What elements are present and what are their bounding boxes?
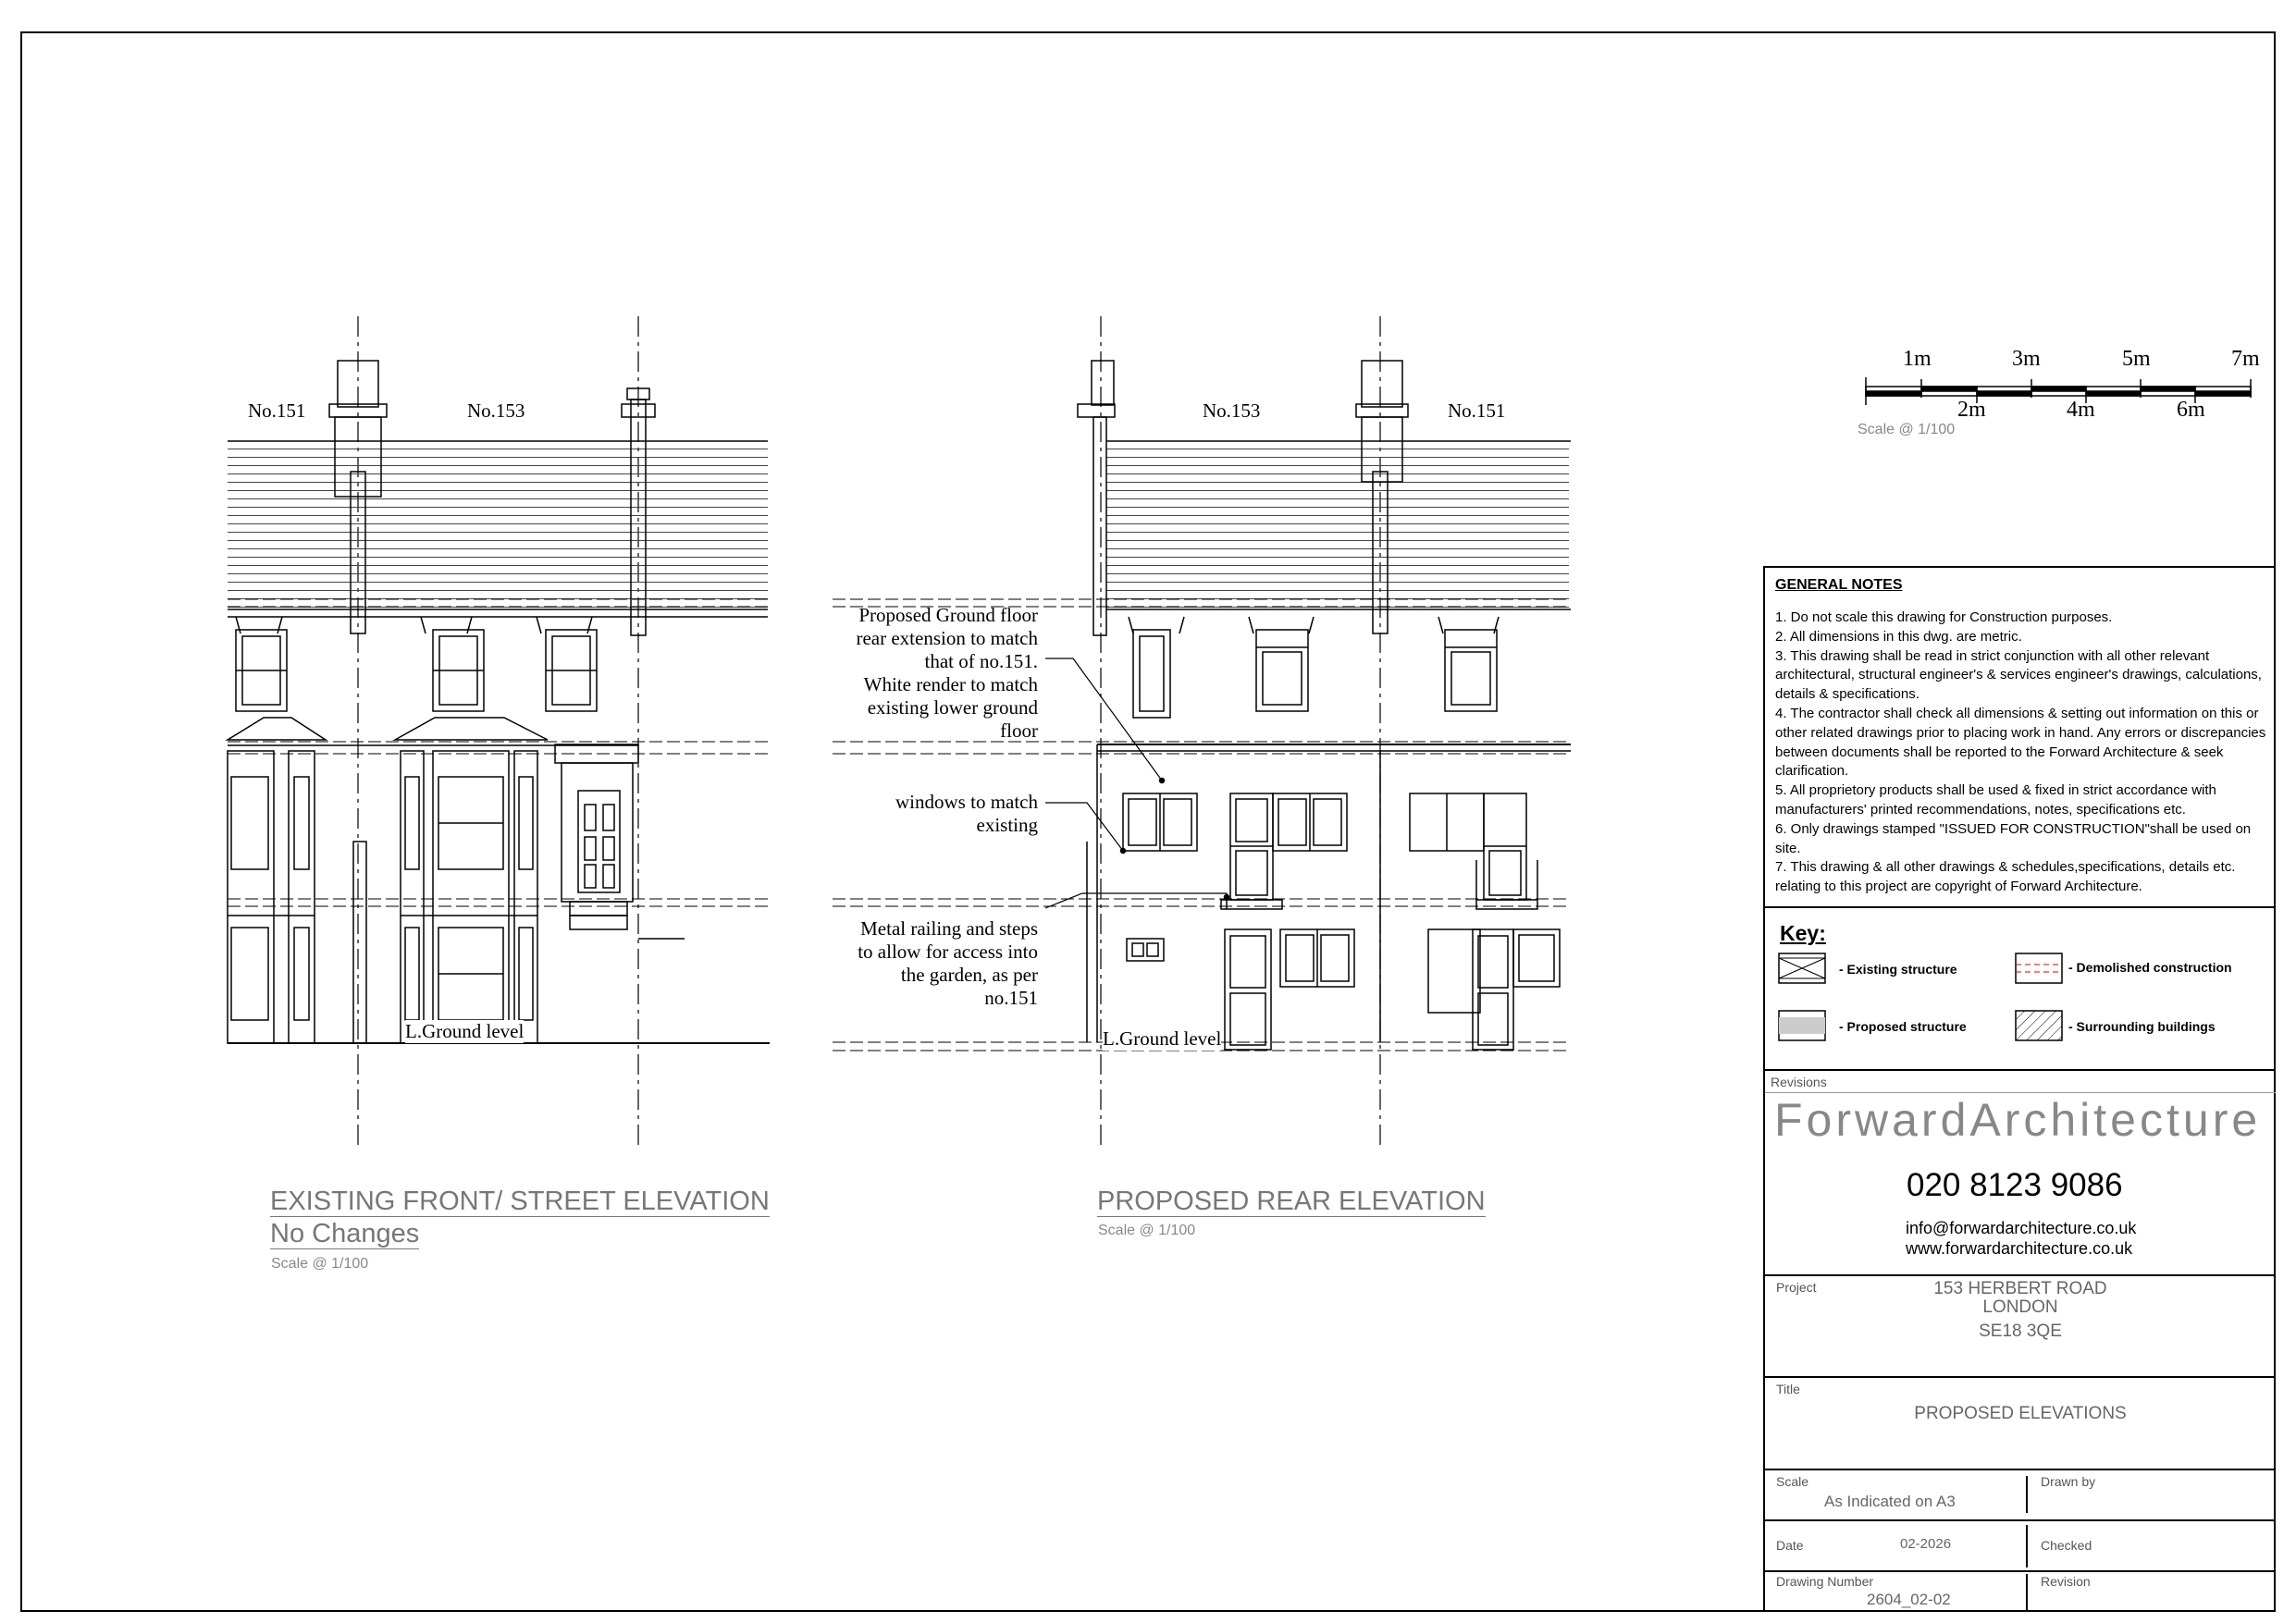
label-no153-proposed: No.153 bbox=[1203, 400, 1261, 422]
key-proposed-label: - Proposed structure bbox=[1839, 1019, 1967, 1034]
existing-structure-swatch bbox=[1778, 953, 1826, 984]
date-divider bbox=[2026, 1525, 2028, 1568]
company-logo: ForwardArchitecture bbox=[1774, 1094, 2262, 1146]
checked-label: Checked bbox=[2041, 1538, 2092, 1553]
revision-label: Revision bbox=[2041, 1574, 2091, 1589]
ground-level-proposed: L.Ground level bbox=[1103, 1027, 1222, 1050]
label-no151-proposed: No.151 bbox=[1448, 400, 1506, 422]
scale-label-1m: 1m bbox=[1903, 347, 1932, 371]
drawing-number-divider bbox=[2026, 1574, 2028, 1611]
revisions-label: Revisions bbox=[1771, 1075, 1827, 1089]
demolished-construction-swatch bbox=[2015, 953, 2063, 984]
proposed-structure-swatch bbox=[1778, 1010, 1826, 1041]
drawing-number-value: 2604_02-02 bbox=[1867, 1591, 1951, 1608]
title-label: Title bbox=[1776, 1382, 1800, 1396]
note-item: 1. Do not scale this drawing for Construction purposes. bbox=[1775, 609, 2113, 625]
scale-value: As Indicated on A3 bbox=[1824, 1493, 1956, 1510]
proposed-elevation-title: PROPOSED REAR ELEVATION bbox=[1097, 1187, 1486, 1216]
date-value: 02-2026 bbox=[1900, 1536, 1952, 1552]
proposed-elevation-scale: Scale @ 1/100 bbox=[1098, 1223, 1196, 1238]
key-surrounding-label: - Surrounding buildings bbox=[2068, 1019, 2216, 1034]
scale-label-5m: 5m bbox=[2122, 347, 2151, 371]
drawn-by-label: Drawn by bbox=[2041, 1474, 2096, 1489]
existing-elevation-subtitle: No Changes bbox=[270, 1219, 420, 1248]
date-panel bbox=[1765, 1519, 2276, 1572]
note-item: 5. All proprietory products shall be used & fixed in strict accordance with manufacturers' printed recommendations, notes, specifications etc. bbox=[1775, 782, 2216, 818]
drawing-title: PROPOSED ELEVATIONS bbox=[1914, 1404, 2127, 1423]
scale-label-4m: 4m bbox=[2067, 398, 2095, 422]
note-item: 3. This drawing shall be read in strict conjunction with all other relevant architectural, structural engineer's & services engineer's drawings, calculations, details & specifications. bbox=[1775, 647, 2262, 703]
note-item: 4. The contractor shall check all dimensions & setting out information on this or other related drawings prior to placing work in hand. Any errors or discrepancies between documents shall be reported to the Forward Architecture & seek clarification. bbox=[1775, 705, 2266, 780]
company-panel bbox=[1765, 1069, 2276, 1276]
project-label: Project bbox=[1776, 1280, 1817, 1295]
scale-panel bbox=[1765, 1469, 2276, 1521]
ground-level-existing: L.Ground level bbox=[405, 1020, 525, 1042]
scale-label-3m: 3m bbox=[2012, 347, 2041, 371]
scale-divider bbox=[2026, 1476, 2028, 1513]
note-extension: Proposed Ground floor rear extension to match that of no.151. White render to match existing lower ground floor bbox=[856, 604, 1038, 742]
general-notes-panel bbox=[1765, 566, 2276, 908]
drawing-number-label: Drawing Number bbox=[1776, 1574, 1874, 1589]
existing-elevation-scale: Scale @ 1/100 bbox=[271, 1256, 369, 1272]
company-phone: 020 8123 9086 bbox=[1907, 1167, 2123, 1203]
key-panel bbox=[1765, 906, 2276, 1071]
surrounding-buildings-swatch bbox=[2015, 1010, 2063, 1041]
note-railing: Metal railing and steps to allow for access into the garden, as per no.151 bbox=[858, 917, 1038, 1009]
note-item: 2. All dimensions in this dwg. are metric. bbox=[1775, 628, 2022, 645]
drawing-number-panel bbox=[1765, 1570, 2276, 1612]
general-notes-heading: GENERAL NOTES bbox=[1775, 577, 1903, 593]
note-windows: windows to match existing bbox=[895, 791, 1038, 836]
date-label: Date bbox=[1776, 1538, 1804, 1553]
project-address: 153 HERBERT ROAD LONDON SE18 3QE bbox=[1933, 1279, 2107, 1341]
company-website: www.forwardarchitecture.co.uk bbox=[1906, 1239, 2133, 1258]
note-item: 7. This drawing & all other drawings & schedules,specifications, details etc. relating to this project are copyright of Forward Architecture. bbox=[1775, 859, 2236, 895]
scale-label-7m: 7m bbox=[2231, 347, 2260, 371]
company-email: info@forwardarchitecture.co.uk bbox=[1906, 1219, 2137, 1237]
scale-label: Scale bbox=[1776, 1474, 1809, 1489]
title-panel bbox=[1765, 1376, 2276, 1470]
scale-label-6m: 6m bbox=[2177, 398, 2205, 422]
scale-label-2m: 2m bbox=[1957, 398, 1986, 422]
key-demolished-label: - Demolished construction bbox=[2068, 960, 2232, 975]
project-panel bbox=[1765, 1274, 2276, 1378]
scale-bar-caption: Scale @ 1/100 bbox=[1858, 422, 1956, 437]
title-block bbox=[1763, 566, 2276, 1610]
label-no153-existing: No.153 bbox=[467, 400, 525, 422]
key-existing-label: - Existing structure bbox=[1839, 962, 1957, 977]
label-no151-existing: No.151 bbox=[248, 400, 306, 422]
general-notes-list bbox=[1775, 609, 2267, 897]
key-title: Key: bbox=[1780, 921, 1826, 945]
revisions-divider bbox=[1765, 1092, 2276, 1093]
note-item: 6. Only drawings stamped "ISSUED FOR CONSTRUCTION"shall be used on site. bbox=[1775, 820, 2252, 856]
existing-elevation-title: EXISTING FRONT/ STREET ELEVATION bbox=[270, 1187, 770, 1216]
